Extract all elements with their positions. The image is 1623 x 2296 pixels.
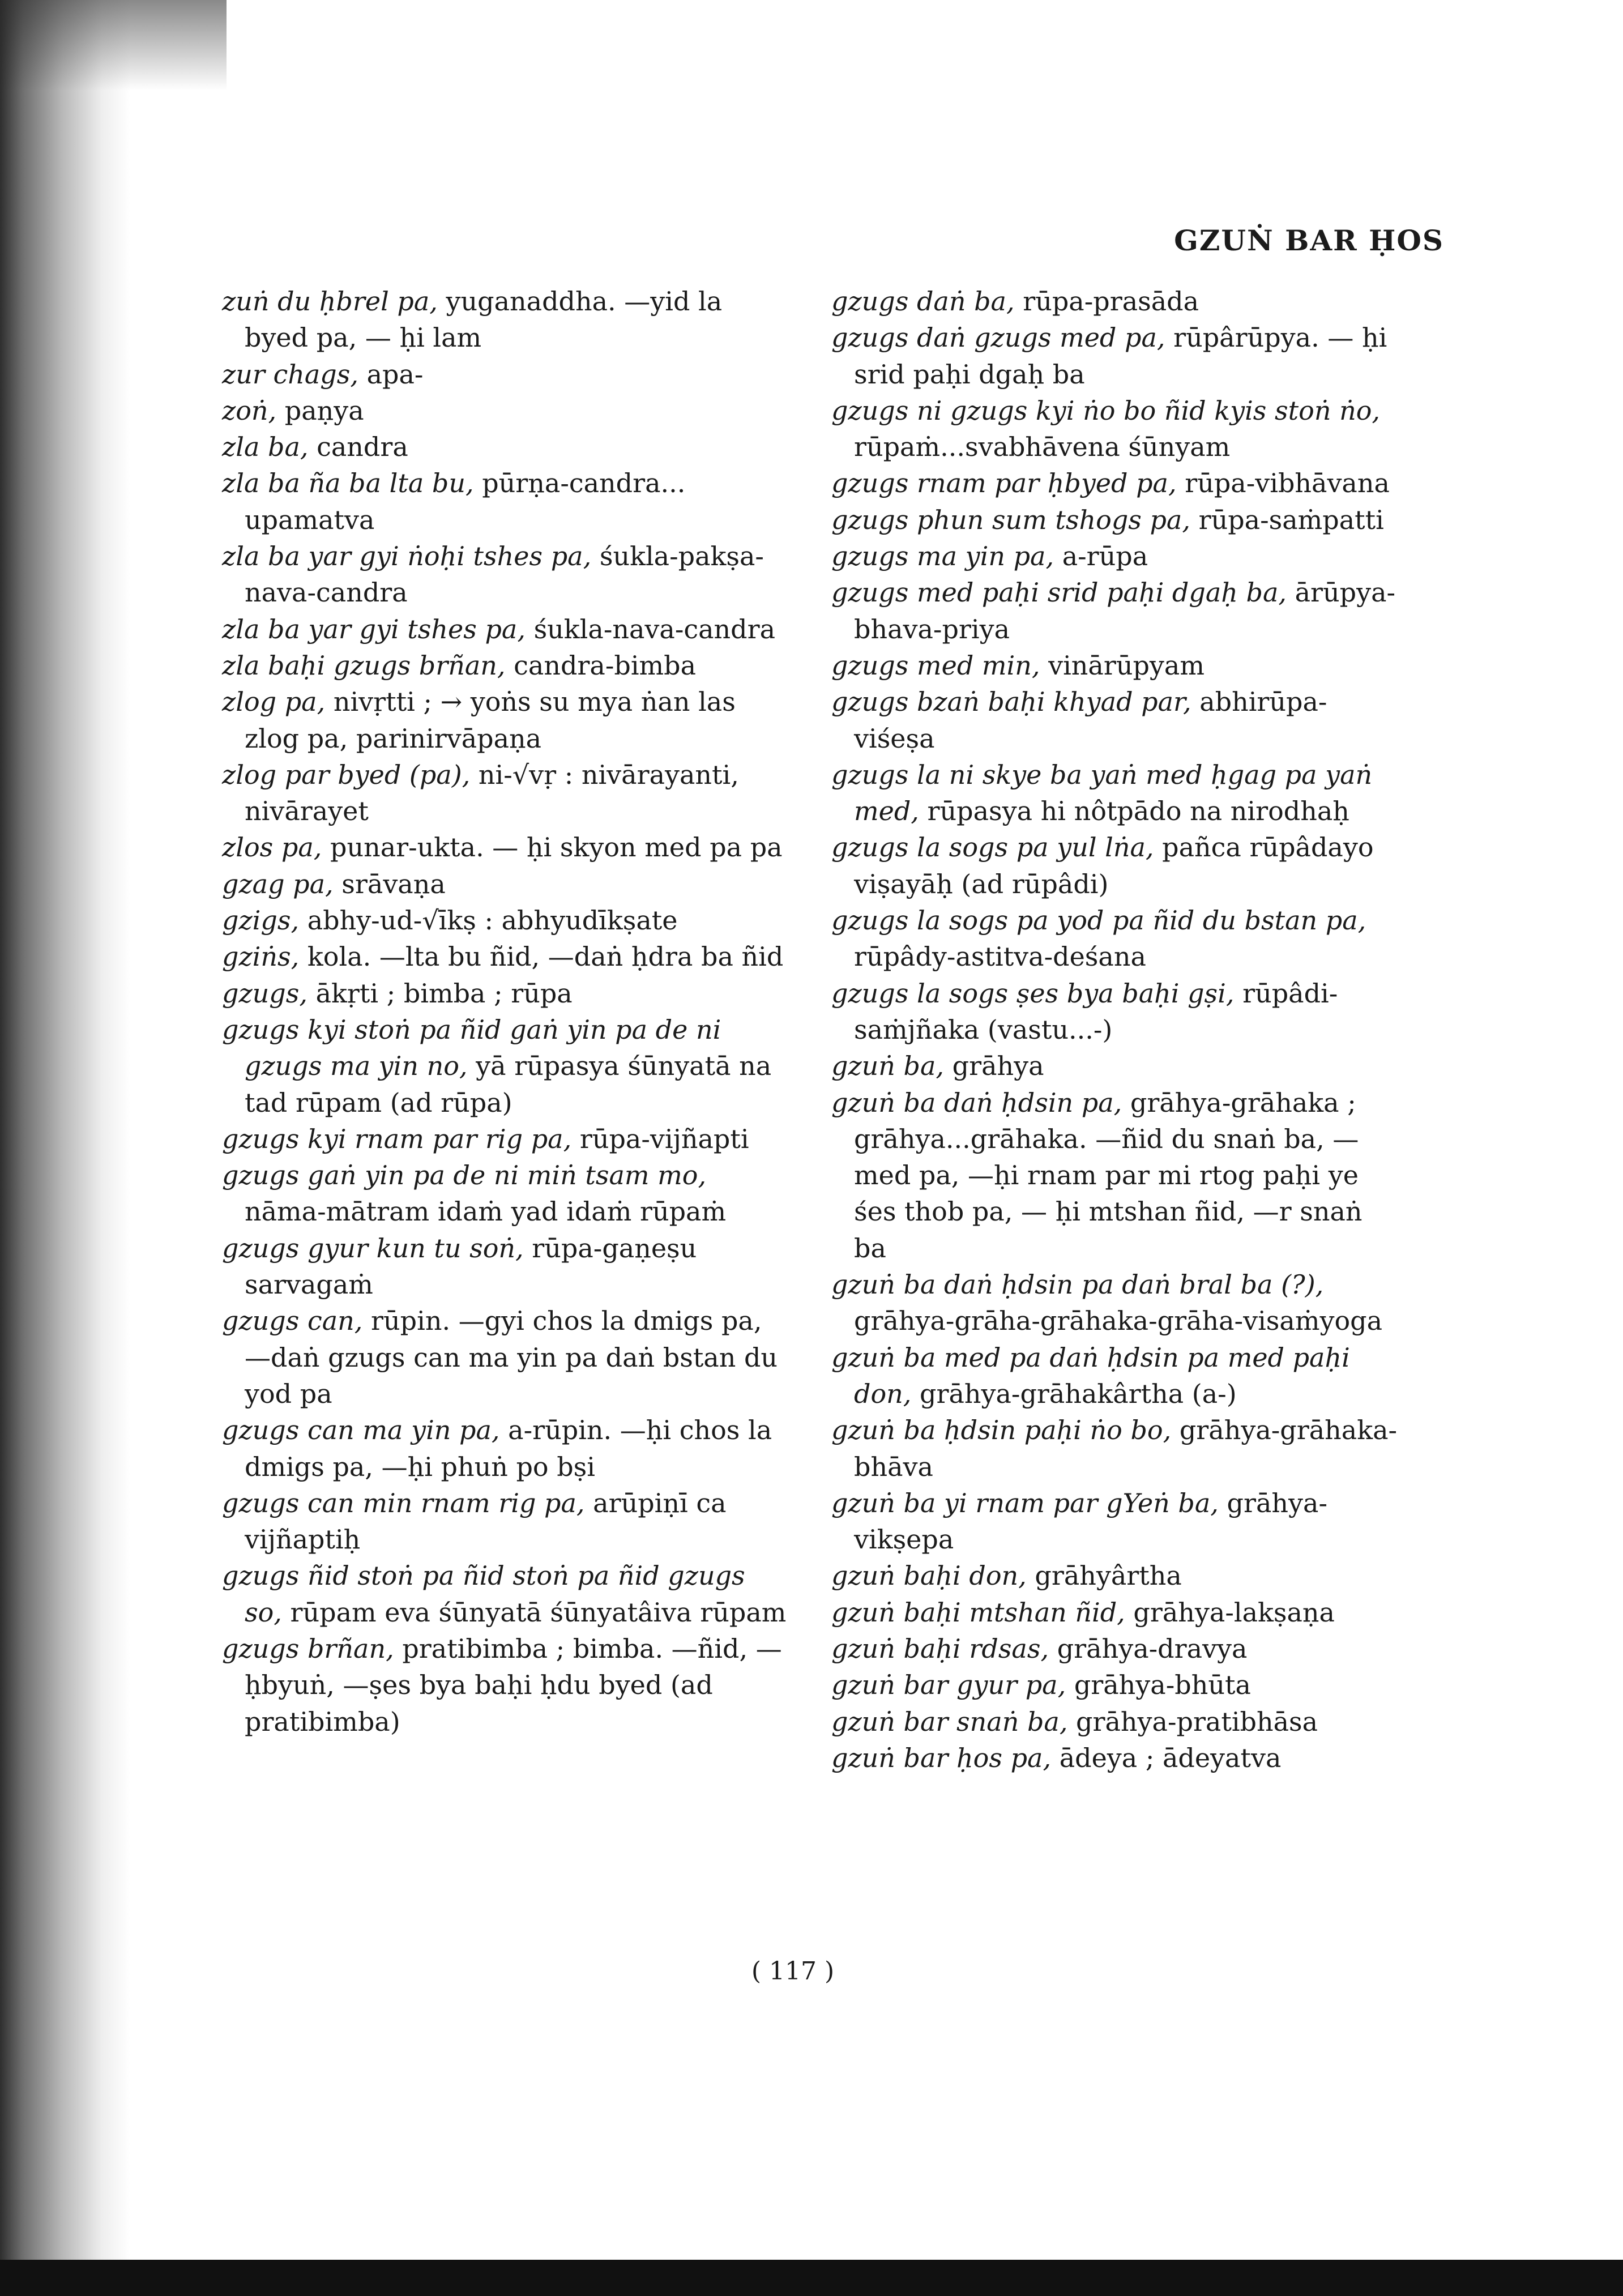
dictionary-entry (222, 829, 788, 865)
sanskrit-equivalent: grāhya-dravya (1049, 1633, 1248, 1664)
dictionary-entry (831, 1557, 1398, 1594)
dictionary-entry (831, 1667, 1398, 1703)
tibetan-term: gzuṅ ba ḥdsin paḥi ṅo bo, (831, 1415, 1172, 1446)
tibetan-term: gzugs gaṅ yin pa de ni miṅ tsam mo, (222, 1160, 707, 1191)
tibetan-term: gzugs kyi stoṅ pa ñid gaṅ yin pa de ni gzugs ma yin no, (222, 1014, 721, 1082)
tibetan-term: zla ba yar gyi tshes pa, (222, 613, 526, 645)
sanskrit-equivalent: nivṛtti ; → yoṅs su mya ṅan las zlog pa, parinirvāpaṇa (245, 686, 736, 754)
sanskrit-equivalent: rūpin. —gyi chos la dmigs pa, —daṅ gzugs can ma yin pa daṅ bstan du yod pa (245, 1305, 778, 1409)
tibetan-term: gzugs, (222, 978, 307, 1009)
tibetan-term: zlog par byed (pa), (222, 759, 471, 790)
dictionary-entry (831, 392, 1398, 466)
sanskrit-equivalent: grāhya (944, 1051, 1044, 1082)
tibetan-term: gzugs brñan, (222, 1633, 394, 1664)
dictionary-entry (831, 1740, 1398, 1776)
dictionary-entry (222, 1557, 788, 1631)
sanskrit-equivalent: abhy-ud-√īkṣ : abhyudīkṣate (299, 905, 678, 936)
left-column (222, 283, 788, 1740)
sanskrit-equivalent: apa- (358, 359, 424, 390)
sanskrit-equivalent: pūrṇa-candra... upamatva (245, 468, 686, 535)
running-head: GZUṄ BAR ḤOS (1174, 224, 1444, 257)
sanskrit-equivalent: rūpa-saṁpatti (1190, 504, 1384, 535)
tibetan-term: zlog pa, (222, 686, 326, 718)
tibetan-term: gzuṅ bar ḥos pa, (831, 1742, 1052, 1773)
dictionary-entry (222, 902, 788, 938)
sanskrit-equivalent: grāhya-pratibhāsa (1067, 1706, 1318, 1737)
dictionary-entry (222, 392, 788, 429)
sanskrit-equivalent: abhirūpa-viśeṣa (854, 686, 1327, 754)
tibetan-term: zuṅ du ḥbrel pa, (222, 286, 438, 317)
sanskrit-equivalent: yā rūpasya śūnyatā na tad rūpam (ad rūpa) (245, 1051, 772, 1118)
dictionary-entry (831, 1085, 1398, 1266)
sanskrit-equivalent: rūpa-vibhāvana (1176, 468, 1390, 499)
tibetan-term: gzuṅ ba yi rnam par gYeṅ ba, (831, 1487, 1219, 1518)
tibetan-term: gzugs kyi rnam par rig pa, (222, 1123, 572, 1154)
dictionary-entry (222, 1121, 788, 1157)
tibetan-term: zur chags, (222, 359, 358, 390)
dictionary-entry (222, 1303, 788, 1412)
page-number: ( 117 ) (751, 1957, 835, 1986)
sanskrit-equivalent: śukla-pakṣa-nava-candra (245, 541, 764, 608)
tibetan-term: gzugs med paḥi srid paḥi dgaḥ ba, (831, 577, 1287, 608)
tibetan-term: zlos pa, (222, 832, 322, 863)
sanskrit-equivalent: śukla-nava-candra (525, 613, 776, 645)
tibetan-term: zoṅ, (222, 395, 277, 426)
dictionary-entry (222, 465, 788, 538)
sanskrit-equivalent: srāvaṇa (333, 868, 446, 899)
dictionary-entry (831, 319, 1398, 392)
tibetan-term: gzugs la sogs ṣes bya baḥi gṣi, (831, 978, 1235, 1009)
tibetan-term: zla ba yar gyi ṅoḥi tshes pa, (222, 541, 592, 572)
tibetan-term: gzigs, (222, 905, 300, 936)
sanskrit-equivalent: rūpa-prasāda (1014, 286, 1199, 317)
sanskrit-equivalent: grāhya-grāhakârtha (a-) (911, 1378, 1237, 1409)
tibetan-term: gzugs gyur kun tu soṅ, (222, 1232, 524, 1264)
tibetan-term: gzugs phun sum tshogs pa, (831, 504, 1190, 535)
tibetan-term: gzugs rnam par ḥbyed pa, (831, 468, 1177, 499)
dictionary-entry (222, 283, 788, 356)
tibetan-term: gzugs la sogs pa yul lṅa, (831, 832, 1154, 863)
tibetan-term: gzugs ma yin pa, (831, 541, 1054, 572)
dictionary-entry (831, 1339, 1398, 1412)
sanskrit-equivalent: ādeya ; ādeyatva (1051, 1742, 1282, 1773)
tibetan-term: gzugs can, (222, 1305, 363, 1337)
sanskrit-equivalent: grāhya-bhūta (1066, 1670, 1251, 1701)
sanskrit-equivalent: grāhya-grāha-grāhaka-grāha-visaṁyoga (854, 1305, 1383, 1337)
sanskrit-equivalent: rūpasya hi nôtpādo na nirodhaḥ (919, 796, 1349, 827)
tibetan-term: gzuṅ ba daṅ ḥdsin pa daṅ bral ba (?), (831, 1269, 1324, 1300)
tibetan-term: gzugs can min rnam rig pa, (222, 1487, 585, 1518)
dictionary-entry (222, 684, 788, 757)
sanskrit-equivalent: grāhya-grāhaka ; grāhya...grāhaka. —ñid du snaṅ ba, —med pa, —ḥi rnam par mi rtog paḥi ye śes thob pa, — ḥi mtshan ñid, —r snaṅ ba (854, 1087, 1363, 1264)
sanskrit-equivalent: rūpa-vijñapti (571, 1123, 749, 1154)
dictionary-entry (831, 1594, 1398, 1631)
sanskrit-equivalent: nāma-mātram idaṁ yad idaṁ rūpaṁ (245, 1196, 727, 1227)
tibetan-term: gzugs can ma yin pa, (222, 1415, 500, 1446)
tibetan-term: gzugs daṅ ba, (831, 286, 1015, 317)
dictionary-entry (831, 757, 1398, 830)
sanskrit-equivalent: a-rūpa (1054, 541, 1148, 572)
dictionary-entry (831, 1704, 1398, 1740)
sanskrit-equivalent: rūpaṁ...svabhāvena śūnyam (854, 432, 1231, 463)
tibetan-term: gzag pa, (222, 868, 334, 899)
dictionary-entry (222, 611, 788, 647)
dictionary-entry (831, 1048, 1398, 1084)
page-corner-shadow (0, 0, 227, 91)
dictionary-entry (222, 538, 788, 611)
tibetan-term: gzuṅ bar snaṅ ba, (831, 1706, 1068, 1737)
dictionary-entry (222, 1012, 788, 1121)
sanskrit-equivalent: punar-ukta. — ḥi skyon med pa pa (322, 832, 783, 863)
sanskrit-equivalent: grāhya-lakṣaṇa (1125, 1597, 1335, 1628)
dictionary-entry (222, 1157, 788, 1230)
tibetan-term: gzuṅ bar gyur pa, (831, 1670, 1066, 1701)
sanskrit-equivalent: rūpârūpya. — ḥi srid paḥi dgaḥ ba (854, 322, 1387, 390)
sanskrit-equivalent: pañca rūpâdayo viṣayāḥ (ad rūpâdi) (854, 832, 1374, 899)
tibetan-term: zla ba, (222, 432, 309, 463)
sanskrit-equivalent: grāhyârtha (1026, 1560, 1182, 1591)
dictionary-entry (222, 356, 788, 392)
dictionary-entry (222, 1412, 788, 1485)
sanskrit-equivalent: rūpâdi-saṁjñaka (vastu...-) (854, 978, 1338, 1045)
tibetan-term: gzugs daṅ gzugs med pa, (831, 322, 1165, 353)
sanskrit-equivalent: vinārūpyam (1040, 650, 1205, 681)
dictionary-entry (222, 429, 788, 465)
tibetan-term: gzuṅ baḥi rdsas, (831, 1633, 1049, 1664)
tibetan-term: gzugs bzaṅ baḥi khyad par, (831, 686, 1191, 718)
sanskrit-equivalent: pratibimba ; bimba. —ñid, —ḥbyuṅ, —ṣes bya baḥi ḥdu byed (ad pratibimba) (245, 1633, 782, 1737)
sanskrit-equivalent: candra (308, 432, 408, 463)
dictionary-entry (831, 1412, 1398, 1485)
sanskrit-equivalent: rūpam eva śūnyatā śūnyatâiva rūpam (281, 1597, 787, 1628)
dictionary-entry (831, 283, 1398, 319)
dictionary-entry (222, 757, 788, 830)
sanskrit-equivalent: paṇya (276, 395, 364, 426)
tibetan-term: gziṅs, (222, 941, 300, 972)
dictionary-entry (831, 975, 1398, 1048)
dictionary-entry (222, 1230, 788, 1303)
tibetan-term: gzuṅ baḥi mtshan ñid, (831, 1597, 1125, 1628)
dictionary-entry (831, 1266, 1398, 1339)
dictionary-entry (831, 574, 1398, 647)
dictionary-entry (831, 538, 1398, 574)
tibetan-term: gzugs med min, (831, 650, 1040, 681)
dictionary-entry (222, 1485, 788, 1558)
tibetan-term: gzuṅ baḥi don, (831, 1560, 1027, 1591)
dictionary-entry (222, 975, 788, 1012)
sanskrit-equivalent: arūpiṇī ca vijñaptiḥ (245, 1487, 727, 1555)
tibetan-term: gzuṅ ba daṅ ḥdsin pa, (831, 1087, 1122, 1118)
tibetan-term: gzugs la ni skye ba yaṅ med ḥgag pa yaṅ med, (831, 759, 1373, 827)
dictionary-entry (831, 502, 1398, 538)
tibetan-term: gzuṅ ba med pa daṅ ḥdsin pa med paḥi don, (831, 1342, 1350, 1409)
sanskrit-equivalent: ni-√vṛ : nivārayanti, nivārayet (245, 759, 739, 827)
tibetan-term: gzugs la sogs pa yod pa ñid du bstan pa, (831, 905, 1366, 936)
dictionary-entry (222, 1631, 788, 1740)
dictionary-entry (831, 829, 1398, 902)
sanskrit-equivalent: ārūpya-bhava-priya (854, 577, 1396, 645)
dictionary-entry (222, 647, 788, 684)
sanskrit-equivalent: rūpa-gaṇeṣu sarvagaṁ (245, 1232, 697, 1300)
sanskrit-equivalent: kola. —lta bu ñid, —daṅ ḥdra ba ñid (299, 941, 784, 972)
dictionary-entry (831, 684, 1398, 757)
sanskrit-equivalent: a-rūpin. —ḥi chos la dmigs pa, —ḥi phuṅ po bṣi (245, 1415, 772, 1482)
dictionary-entry (831, 1631, 1398, 1667)
dictionary-entry (831, 902, 1398, 975)
tibetan-term: zla ba ña ba lta bu, (222, 468, 474, 499)
sanskrit-equivalent: grāhya-grāhaka-bhāva (854, 1415, 1398, 1482)
sanskrit-equivalent: ākṛti ; bimba ; rūpa (307, 978, 573, 1009)
dictionary-entry (831, 647, 1398, 684)
tibetan-term: gzuṅ ba, (831, 1051, 945, 1082)
sanskrit-equivalent: candra-bimba (505, 650, 697, 681)
dictionary-entry (222, 866, 788, 902)
tibetan-term: gzugs ni gzugs kyi ṅo bo ñid kyis stoṅ ṅo, (831, 395, 1381, 426)
sanskrit-equivalent: yuganaddha. —yid la byed pa, — ḥi lam (245, 286, 723, 353)
dictionary-entry (222, 938, 788, 975)
scan-border (0, 2260, 1623, 2296)
right-column (831, 283, 1398, 1776)
tibetan-term: zla baḥi gzugs brñan, (222, 650, 506, 681)
dictionary-entry (831, 1485, 1398, 1558)
page-edge-shadow (0, 0, 130, 2296)
dictionary-entry (831, 465, 1398, 501)
sanskrit-equivalent: rūpâdy-astitva-deśana (854, 941, 1146, 972)
tibetan-term: gzugs ñid stoṅ pa ñid stoṅ pa ñid gzugs so, (222, 1560, 745, 1628)
sanskrit-equivalent: grāhya-vikṣepa (854, 1487, 1327, 1555)
